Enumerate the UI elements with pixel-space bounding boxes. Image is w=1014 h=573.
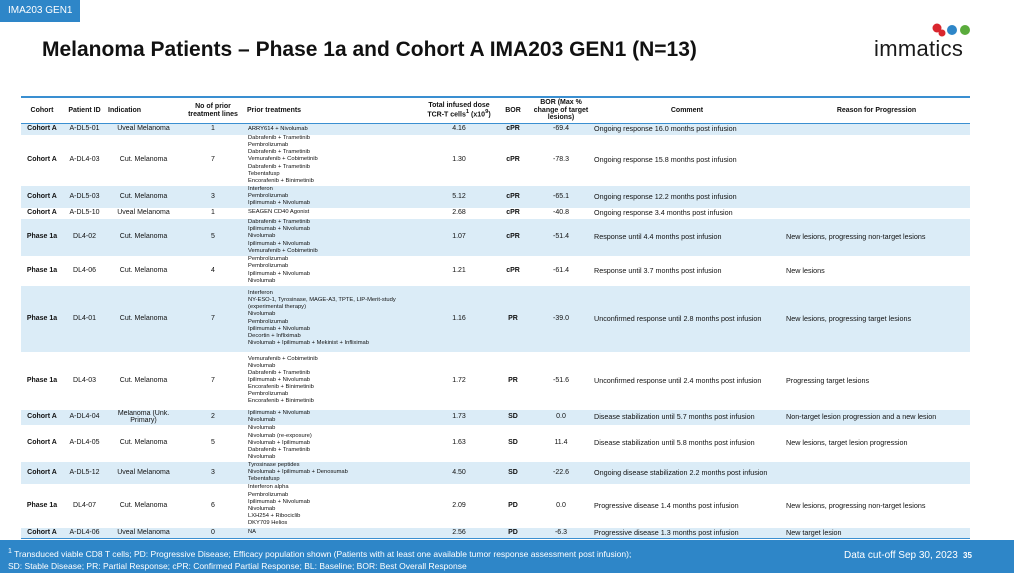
cell-cohort: Cohort A (27, 209, 57, 217)
cell-dose: 4.50 (423, 462, 495, 484)
prior-treatments-list (248, 209, 420, 216)
cell-cohort: Cohort A (27, 156, 57, 164)
cell-cohort: Cohort A (21, 410, 63, 425)
prior-treatment-item: NA (248, 529, 257, 536)
cell-bor-change: -51.4 (531, 219, 591, 256)
cell-bor: PR (495, 286, 531, 352)
logo-dot-green (960, 25, 970, 35)
prior-treatment-item: DKY709 Helios (248, 519, 288, 526)
table-row (21, 256, 970, 286)
cell-dose: 1.73 (423, 410, 495, 425)
cell-patient-id: A-DL4-04 (63, 410, 106, 425)
table-row (21, 208, 970, 219)
prior-treatment-item: Nivolumab (248, 233, 276, 240)
cell-bor-change: -6.3 (531, 528, 591, 539)
cell-reason (783, 208, 970, 219)
cell-bor: SD (508, 439, 518, 447)
cell-bor: cPR (495, 219, 531, 256)
cell-patient-id: DL4-07 (73, 501, 96, 509)
cell-comment: Ongoing response 12.2 months post infusion (591, 186, 783, 208)
cell-comment: Progressive disease 1.3 months post infusion (591, 528, 783, 539)
cell-prior-treatments (245, 410, 423, 425)
cell-prior-lines: 1 (211, 209, 215, 217)
cell-prior-lines: 5 (181, 219, 245, 256)
cell-prior-treatments (245, 186, 423, 208)
cell-bor: cPR (495, 124, 531, 135)
cell-dose: 1.63 (452, 439, 466, 447)
cell-prior-treatments (245, 484, 423, 528)
cell-indication: Cut. Melanoma (106, 286, 181, 352)
cell-patient-id: A-DL4-06 (63, 528, 106, 539)
cell-indication: Uveal Melanoma (106, 462, 181, 484)
cell-prior-lines: 3 (181, 462, 245, 484)
cell-bor-change: -22.6 (531, 462, 591, 484)
cell-comment: Disease stabilization until 5.7 months post infusion (591, 410, 783, 425)
cell-indication: Cut. Melanoma (119, 439, 168, 447)
prior-treatment-item: Dabrafenib + Trametinib (248, 149, 311, 156)
prior-treatments-list (248, 529, 420, 536)
cell-reason: New lesions, progressing non-target lesions (786, 500, 926, 510)
prior-treatment-item: Vemurafenib + Cobimetinib (248, 355, 318, 362)
cell-indication: Uveal Melanoma (106, 124, 181, 135)
prior-treatment-item: Tebentafusp (248, 170, 280, 177)
prior-treatment-item: Pembrolizumab (248, 142, 289, 149)
prior-treatment-item: Dabrafenib + Trametinib (248, 369, 311, 376)
cell-cohort: Phase 1a (26, 266, 58, 274)
cell-indication: Melanoma (Unk. Primary) (106, 410, 181, 425)
cell-cohort: Cohort A (21, 124, 63, 135)
prior-treatment-item: SEAGEN CD40 Agonist (248, 209, 310, 216)
prior-treatment-item: ARRY614 + Nivolumab (248, 125, 308, 132)
cell-indication: Uveal Melanoma (106, 528, 181, 539)
cell-prior-treatments (245, 462, 423, 484)
cell-prior-lines: 2 (181, 410, 245, 425)
prior-treatment-item: Dabrafenib + Trametinib (248, 163, 311, 170)
table-row (21, 135, 970, 186)
cell-dose: 1.16 (423, 286, 495, 352)
cell-prior-lines: 5 (211, 439, 215, 447)
prior-treatments-list (248, 290, 420, 347)
col-header-bor: BOR (495, 98, 531, 124)
cell-prior-lines: 3 (181, 186, 245, 208)
cell-prior-treatments (245, 425, 423, 462)
cell-reason (783, 135, 970, 186)
cell-patient-id: A-DL5-03 (63, 186, 106, 208)
prior-treatment-item: Vemurafenib + Cobimetinib (248, 156, 318, 163)
cell-prior-treatments (245, 135, 423, 186)
cell-patient-id: A-DL4-05 (69, 439, 100, 447)
prior-treatment-item: Pembrolizumab (248, 192, 289, 199)
cell-patient-id: DL4-06 (73, 266, 96, 274)
cell-dose: 1.21 (452, 266, 466, 274)
prior-treatment-item: Ipilimumab + Nivolumab (248, 376, 311, 383)
prior-treatments-list (248, 126, 420, 133)
cell-reason (783, 124, 970, 135)
cell-reason (783, 462, 970, 484)
prior-treatment-item: Pembrolizumab (248, 263, 289, 270)
cell-prior-lines: 7 (181, 286, 245, 352)
logo-dot-blue (947, 25, 957, 35)
cell-cohort: Cohort A (21, 462, 63, 484)
cell-dose: 1.72 (452, 376, 466, 384)
table-row (21, 352, 970, 410)
page-number: 35 (963, 551, 972, 560)
table-row (21, 219, 970, 256)
prior-treatments-list (248, 484, 420, 527)
cell-bor-change: -40.8 (553, 209, 569, 217)
cell-comment: Ongoing disease stabilization 2.2 months post infusion (591, 462, 783, 484)
prior-treatment-item: LXH254 + Ribociclib (248, 512, 301, 519)
prior-treatment-item: Pembrolizumab (248, 391, 289, 398)
footer-bar (0, 540, 1014, 573)
prior-treatment-item: Dabrafenib + Trametinib (248, 446, 311, 453)
cell-prior-lines: 7 (211, 156, 215, 164)
cell-reason: New lesions (786, 265, 825, 275)
patients-table-container (21, 96, 970, 539)
col-header-comment: Comment (591, 98, 783, 124)
cell-reason: New lesions, target lesion progression (786, 438, 908, 448)
cell-indication: Cut. Melanoma (119, 156, 168, 164)
cell-prior-lines: 4 (211, 266, 215, 274)
prior-treatment-item: Ipilimumab + Nivolumab (248, 240, 311, 247)
prior-treatments-list (248, 410, 420, 424)
cell-indication: Cut. Melanoma (119, 266, 168, 274)
cell-reason: Progressing target lesions (786, 375, 870, 385)
prior-treatments-list (248, 462, 420, 483)
cell-bor-change: 11.4 (554, 439, 568, 447)
cell-prior-treatments (245, 256, 423, 286)
cell-comment: Response until 3.7 months post infusion (594, 265, 722, 275)
cell-indication: Uveal Melanoma (117, 209, 170, 217)
cell-patient-id: A-DL5-10 (69, 209, 100, 217)
prior-treatment-item: Nivolumab (248, 505, 276, 512)
cell-bor-change: 0.0 (556, 501, 566, 509)
prior-treatment-item: Tebentafusp (248, 476, 280, 483)
cell-bor: SD (495, 462, 531, 484)
prior-treatment-item: Nivolumab (re-exposure) (248, 432, 312, 439)
cell-indication: Cut. Melanoma (119, 376, 168, 384)
cell-dose: 2.68 (452, 209, 466, 217)
col-header-indication: Indication (106, 98, 181, 124)
cell-prior-treatments (245, 528, 423, 539)
cell-patient-id: A-DL5-12 (63, 462, 106, 484)
cell-prior-lines: 0 (181, 528, 245, 539)
table-row (21, 186, 970, 208)
prior-treatment-item: Decortin + Infliximab (248, 332, 301, 339)
cell-reason (783, 186, 970, 208)
prior-treatment-item: NY-ESO-1, Tyrosinase, MAGE-A3, TPTE, LIP-Merit-study (248, 297, 396, 304)
cell-prior-treatments (245, 124, 423, 135)
footnote-line-1: Transduced viable CD8 T cells; PD: Progressive Disease; Efficacy population shown (Patients with at least one available tumor response assessment post infusion); (11, 548, 632, 559)
cell-patient-id: A-DL5-01 (63, 124, 106, 135)
prior-treatment-item: Encorafenib + Binimetinib (248, 384, 314, 391)
dose-header-unit-open: (x10 (469, 111, 486, 119)
cell-reason: New lesions, progressing non-target lesions (783, 219, 970, 256)
cell-bor: PD (508, 501, 518, 509)
cell-bor: cPR (506, 266, 520, 274)
col-header-prior-lines: No of prior treatment lines (181, 98, 245, 124)
cell-cohort: Cohort A (21, 186, 63, 208)
cell-bor-change: -78.3 (553, 156, 569, 164)
cell-prior-treatments (245, 286, 423, 352)
cell-dose: 1.30 (452, 156, 466, 164)
table-header-row (21, 98, 970, 124)
cell-cohort: Phase 1a (26, 501, 58, 509)
table-row (21, 462, 970, 484)
prior-treatment-item: Encorafenib + Binimetinib (248, 398, 314, 405)
cell-prior-treatments (245, 208, 423, 219)
cell-dose: 2.09 (452, 501, 466, 509)
cell-cohort: Cohort A (27, 439, 57, 447)
cell-prior-treatments (245, 219, 423, 256)
prior-treatment-item: Pembrolizumab (248, 256, 289, 263)
page-title: Melanoma Patients – Phase 1a and Cohort A IMA203 GEN1 (N=13) (42, 38, 697, 61)
prior-treatment-item: Nivolumab (248, 362, 276, 369)
cell-indication: Cut. Melanoma (106, 219, 181, 256)
cell-cohort: Cohort A (21, 528, 63, 539)
prior-treatment-item: Ipilimumab + Nivolumab (248, 200, 311, 207)
col-header-prior-treatments: Prior treatments (245, 98, 423, 124)
cell-bor-change: -61.4 (553, 266, 569, 274)
table-row (21, 410, 970, 425)
cell-prior-lines: 7 (211, 376, 215, 384)
data-cutoff: Data cut-off Sep 30, 2023 (844, 550, 958, 561)
document-tag: IMA203 GEN1 (0, 0, 80, 22)
footnote (8, 545, 631, 572)
table-row (21, 124, 970, 135)
prior-treatments-list (248, 186, 420, 207)
cell-prior-treatments (245, 352, 423, 410)
footnote-line-2: SD: Stable Disease; PR: Partial Response; cPR: Confirmed Partial Response; BL: Baseline; BOR: Best Overall Response (8, 560, 467, 571)
dose-header-line2: TCR-T cells (427, 111, 466, 119)
patients-table (21, 98, 970, 539)
cell-reason: Non-target lesion progression and a new lesion (783, 410, 970, 425)
prior-treatment-item: Dabrafenib + Trametinib (248, 219, 311, 226)
col-header-patient-id: Patient ID (63, 98, 106, 124)
prior-treatment-item: Nivolumab + Ipilimumab + Mekinist + Infliximab (248, 339, 369, 346)
prior-treatment-item: Nivolumab (248, 277, 276, 284)
cell-cohort: Phase 1a (26, 376, 58, 384)
cell-bor: cPR (506, 209, 520, 217)
prior-treatments-list (248, 135, 420, 185)
cell-comment: Response until 4.4 months post infusion (591, 219, 783, 256)
prior-treatment-item: Nivolumab (248, 425, 276, 432)
table-row (21, 425, 970, 462)
cell-dose: 5.12 (423, 186, 495, 208)
table-row (21, 484, 970, 528)
cell-bor: cPR (495, 186, 531, 208)
table-row (21, 528, 970, 539)
prior-treatment-item: Ipilimumab + Nivolumab (248, 410, 311, 416)
cell-bor-change: -39.0 (531, 286, 591, 352)
cell-cohort: Phase 1a (21, 219, 63, 256)
cell-indication: Cut. Melanoma (119, 501, 168, 509)
cell-dose: 4.16 (423, 124, 495, 135)
prior-treatments-list (248, 356, 420, 406)
cell-reason: New target lesion (783, 528, 970, 539)
cell-bor: cPR (506, 156, 520, 164)
cell-bor-change: -69.4 (531, 124, 591, 135)
prior-treatment-item: Vemurafenib + Cobimetinib (248, 247, 318, 254)
prior-treatments-list (248, 256, 420, 284)
cell-comment: Ongoing response 16.0 months post infusion (591, 124, 783, 135)
prior-treatment-item: Nivolumab (248, 453, 276, 460)
company-logo (874, 22, 984, 64)
footnote-mark: 1 (8, 547, 12, 555)
prior-treatment-item: Encorafenib + Binimetinib (248, 177, 314, 184)
prior-treatment-item: Nivolumab (248, 311, 276, 318)
cell-comment: Progressive disease 1.4 months post infusion (594, 500, 739, 510)
cell-bor-change: -51.6 (553, 376, 569, 384)
cell-comment: Unconfirmed response until 2.4 months post infusion (594, 375, 762, 385)
cell-prior-lines: 6 (211, 501, 215, 509)
cell-bor-change: 0.0 (531, 410, 591, 425)
prior-treatments-list (248, 425, 420, 460)
col-header-dose (423, 98, 495, 124)
prior-treatments-list (248, 219, 420, 254)
prior-treatment-item: Nivolumab + Ipilimumab (248, 439, 311, 446)
cell-comment: Ongoing response 3.4 months post infusion (594, 208, 733, 218)
prior-treatment-item: Pembrolizumab (248, 318, 289, 325)
cell-dose: 1.07 (423, 219, 495, 256)
col-header-cohort: Cohort (21, 98, 63, 124)
col-header-reason: Reason for Progression (783, 98, 970, 124)
cell-bor: SD (495, 410, 531, 425)
prior-treatment-item: Nivolumab (248, 417, 276, 424)
cell-reason: New lesions, progressing target lesions (783, 286, 970, 352)
cell-cohort: Phase 1a (21, 286, 63, 352)
prior-treatment-item: (experimental therapy) (248, 304, 306, 311)
cell-comment: Unconfirmed response until 2.8 months post infusion (591, 286, 783, 352)
table-row (21, 286, 970, 352)
cell-patient-id: DL4-02 (63, 219, 106, 256)
cell-dose: 2.56 (423, 528, 495, 539)
dose-header-unit-close: ) (488, 111, 491, 119)
col-header-bor-change: BOR (Max % change of target lesions) (531, 98, 591, 124)
dose-header-line1: Total infused dose (428, 101, 490, 109)
cell-patient-id: DL4-03 (73, 376, 96, 384)
prior-treatment-item: Nivolumab + Ipilimumab + Denosumab (248, 469, 348, 476)
cell-bor: PR (508, 376, 518, 384)
cell-bor-change: -65.1 (531, 186, 591, 208)
prior-treatment-item: Tyrosinase peptides (248, 462, 300, 469)
prior-treatment-item: Interferon (248, 185, 273, 192)
table-body (21, 124, 970, 539)
prior-treatment-item: Interferon (248, 290, 273, 297)
dose-header-exponent: 9 (485, 109, 489, 116)
dose-header-footnote-mark: 1 (465, 109, 470, 116)
cell-prior-lines: 1 (181, 124, 245, 135)
logo-text: immatics (874, 36, 964, 61)
prior-treatment-item: Ipilimumab + Nivolumab (248, 325, 311, 332)
cell-indication: Cut. Melanoma (106, 186, 181, 208)
cell-patient-id: DL4-01 (63, 286, 106, 352)
cell-comment: Disease stabilization until 5.8 months post infusion (594, 438, 755, 448)
cell-patient-id: A-DL4-03 (69, 156, 100, 164)
prior-treatment-item: Ipilimumab + Nivolumab (248, 226, 311, 233)
prior-treatment-item: Ipilimumab + Nivolumab (248, 270, 311, 277)
prior-treatment-item: Interferon alpha (248, 484, 289, 491)
cell-comment: Ongoing response 15.8 months post infusion (594, 155, 737, 165)
prior-treatment-item: Pembrolizumab (248, 491, 289, 498)
prior-treatment-item: Ipilimumab + Nivolumab (248, 498, 311, 505)
cell-bor: PD (495, 528, 531, 539)
prior-treatment-item: Dabrafenib + Trametinib (248, 135, 311, 142)
